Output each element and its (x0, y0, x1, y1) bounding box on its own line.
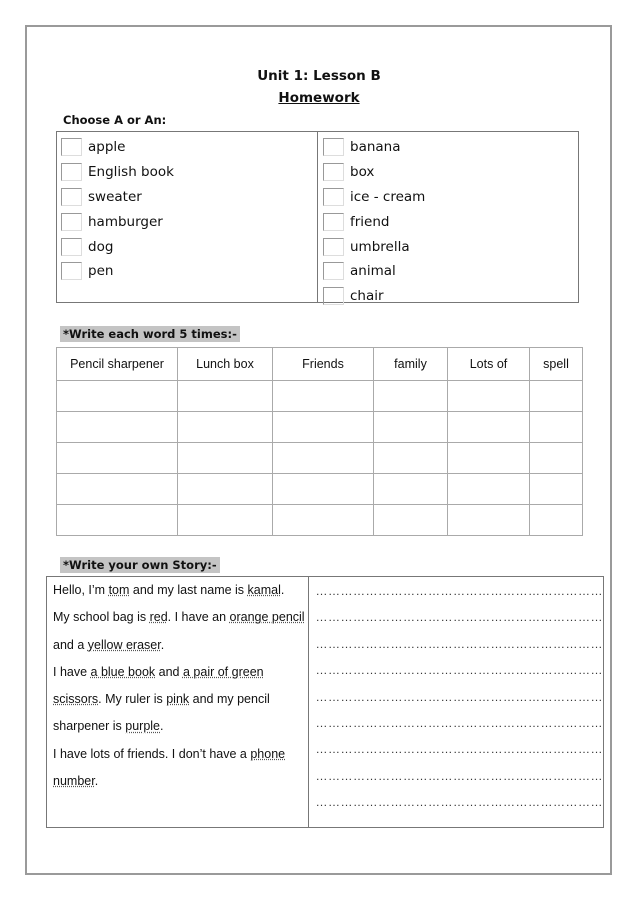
writing-cell[interactable] (57, 412, 178, 443)
table-row (57, 505, 583, 536)
story-text-segment: and my last name is (129, 583, 248, 597)
choose-word: chair (350, 288, 384, 305)
writing-cell[interactable] (448, 381, 530, 412)
writing-cell[interactable] (57, 474, 178, 505)
dotted-writing-line[interactable]: …………………………………………………………… (315, 636, 603, 651)
story-keyword: a blue book (90, 664, 156, 679)
dotted-writing-line[interactable]: …………………………………………………………… (315, 610, 603, 625)
story-text-segment: . (94, 774, 99, 789)
answer-box[interactable] (323, 262, 344, 280)
story-text-segment: I have lots of friends. I don’t have a (53, 746, 251, 761)
answer-box[interactable] (323, 163, 344, 181)
choose-item (57, 259, 317, 284)
story-text-segment: I have (53, 664, 91, 679)
word-header: Lots of (448, 348, 530, 381)
writing-cell[interactable] (273, 474, 374, 505)
words-header-row (57, 348, 583, 381)
dotted-writing-line[interactable]: …………………………………………………………… (315, 715, 603, 730)
choose-item (318, 284, 578, 309)
answer-box[interactable] (61, 262, 82, 280)
story-keyword: tom (108, 583, 130, 597)
story-line (53, 662, 308, 689)
choose-item (318, 160, 578, 185)
writing-cell[interactable] (448, 505, 530, 536)
choose-item (318, 259, 578, 284)
choose-word: English book (88, 164, 174, 181)
writing-cell[interactable] (178, 412, 273, 443)
word-header: Friends (273, 348, 374, 381)
choose-word: animal (350, 263, 396, 280)
story-text-segment: and (155, 664, 183, 679)
story-line (53, 580, 308, 607)
words-table (56, 347, 583, 536)
story-box (46, 576, 604, 828)
choose-word: umbrella (350, 238, 410, 255)
table-row (57, 412, 583, 443)
story-text (47, 577, 309, 827)
choose-left-column (57, 132, 317, 302)
writing-cell[interactable] (57, 505, 178, 536)
story-line (53, 635, 308, 662)
choose-item (57, 185, 317, 210)
choose-item (318, 234, 578, 259)
choose-item (57, 135, 317, 160)
writing-cell[interactable] (374, 412, 448, 443)
story-text-segment: . (160, 637, 165, 652)
word-header: Pencil sharpener (57, 348, 178, 381)
choose-box (56, 131, 579, 303)
choose-word: sweater (88, 188, 142, 205)
story-keyword: phone (250, 746, 286, 761)
writing-cell[interactable] (273, 381, 374, 412)
writing-cell[interactable] (530, 381, 583, 412)
story-text-segment: . (280, 583, 285, 597)
story-label (60, 558, 220, 572)
story-keyword: pink (166, 692, 190, 707)
answer-box[interactable] (323, 188, 344, 206)
writing-cell[interactable] (530, 443, 583, 474)
choose-word: friend (350, 213, 390, 230)
story-keyword: red (149, 610, 168, 625)
story-keyword: kamal (247, 583, 281, 597)
writing-cell[interactable] (448, 443, 530, 474)
choose-word: box (350, 164, 375, 181)
story-label-text: *Write your own Story:- (60, 557, 220, 573)
writing-cell[interactable] (178, 474, 273, 505)
choose-word: banana (350, 139, 401, 156)
answer-box[interactable] (61, 188, 82, 206)
answer-box[interactable] (61, 213, 82, 231)
writing-cell[interactable] (530, 505, 583, 536)
story-text-segment: My school bag is (53, 610, 150, 625)
writing-cell[interactable] (178, 505, 273, 536)
writing-cell[interactable] (273, 412, 374, 443)
story-text-segment: and a (53, 637, 88, 652)
dotted-writing-line[interactable]: …………………………………………………………… (315, 795, 603, 810)
answer-box[interactable] (61, 238, 82, 256)
story-line (53, 689, 308, 716)
answer-box[interactable] (61, 163, 82, 181)
page-title: Unit 1: Lesson B (257, 68, 381, 84)
choose-right-column (317, 132, 578, 305)
story-writing-area[interactable] (309, 577, 604, 827)
story-text-segment: . I have an (167, 610, 230, 625)
story-text-segment: . (160, 719, 164, 734)
story-line (53, 716, 308, 743)
word-header: family (374, 348, 448, 381)
choose-word: ice - cream (350, 188, 426, 205)
writing-cell[interactable] (530, 412, 583, 443)
answer-box[interactable] (323, 238, 344, 256)
writing-cell[interactable] (448, 474, 530, 505)
answer-box[interactable] (323, 138, 344, 156)
story-text-segment: and my pencil (189, 692, 270, 707)
choose-word: hamburger (88, 213, 163, 230)
writing-cell[interactable] (178, 443, 273, 474)
choose-item (57, 209, 317, 234)
choose-item (318, 209, 578, 234)
writing-cell[interactable] (57, 381, 178, 412)
table-row (57, 443, 583, 474)
story-line (53, 771, 308, 798)
story-line (53, 607, 308, 634)
answer-box[interactable] (323, 213, 344, 231)
story-keyword: number (53, 774, 95, 789)
writing-cell[interactable] (530, 474, 583, 505)
choose-word: pen (88, 263, 114, 280)
story-keyword: purple (125, 719, 161, 734)
dotted-writing-line[interactable]: …………………………………………………………… (315, 584, 603, 598)
choose-item (57, 234, 317, 259)
writing-cell[interactable] (374, 474, 448, 505)
story-text-segment: Hello, I’m (53, 583, 109, 597)
dotted-writing-line[interactable]: …………………………………………………………… (315, 742, 603, 757)
story-line (53, 744, 308, 771)
writing-cell[interactable] (374, 505, 448, 536)
dotted-writing-line[interactable]: …………………………………………………………… (315, 768, 603, 783)
table-row (57, 474, 583, 505)
word-header: Lunch box (178, 348, 273, 381)
writing-cell[interactable] (273, 505, 374, 536)
dotted-writing-line[interactable]: …………………………………………………………… (315, 689, 603, 704)
write-label-text: *Write each word 5 times:- (60, 326, 240, 342)
table-row (57, 381, 583, 412)
answer-box[interactable] (323, 287, 344, 305)
choose-word: apple (88, 139, 126, 156)
choose-word: dog (88, 238, 114, 255)
answer-box[interactable] (61, 138, 82, 156)
writing-cell[interactable] (273, 443, 374, 474)
story-keyword: yellow eraser (87, 637, 161, 652)
choose-label: Choose A or An: (63, 113, 167, 127)
dotted-writing-line[interactable]: …………………………………………………………… (315, 663, 603, 678)
story-text-segment: . My ruler is (98, 692, 167, 707)
story-keyword: orange pencil (229, 610, 305, 625)
story-keyword: scissors (53, 692, 99, 707)
story-keyword: a pair of green (182, 664, 264, 679)
writing-cell[interactable] (57, 443, 178, 474)
word-header: spell (530, 348, 583, 381)
page-subtitle: Homework (278, 90, 360, 106)
story-text-segment: sharpener is (53, 719, 126, 734)
writing-cell[interactable] (448, 412, 530, 443)
write-label (60, 327, 240, 341)
choose-item (57, 160, 317, 185)
choose-item (318, 185, 578, 210)
writing-cell[interactable] (374, 443, 448, 474)
writing-cell[interactable] (178, 381, 273, 412)
writing-cell[interactable] (374, 381, 448, 412)
choose-item (318, 135, 578, 160)
